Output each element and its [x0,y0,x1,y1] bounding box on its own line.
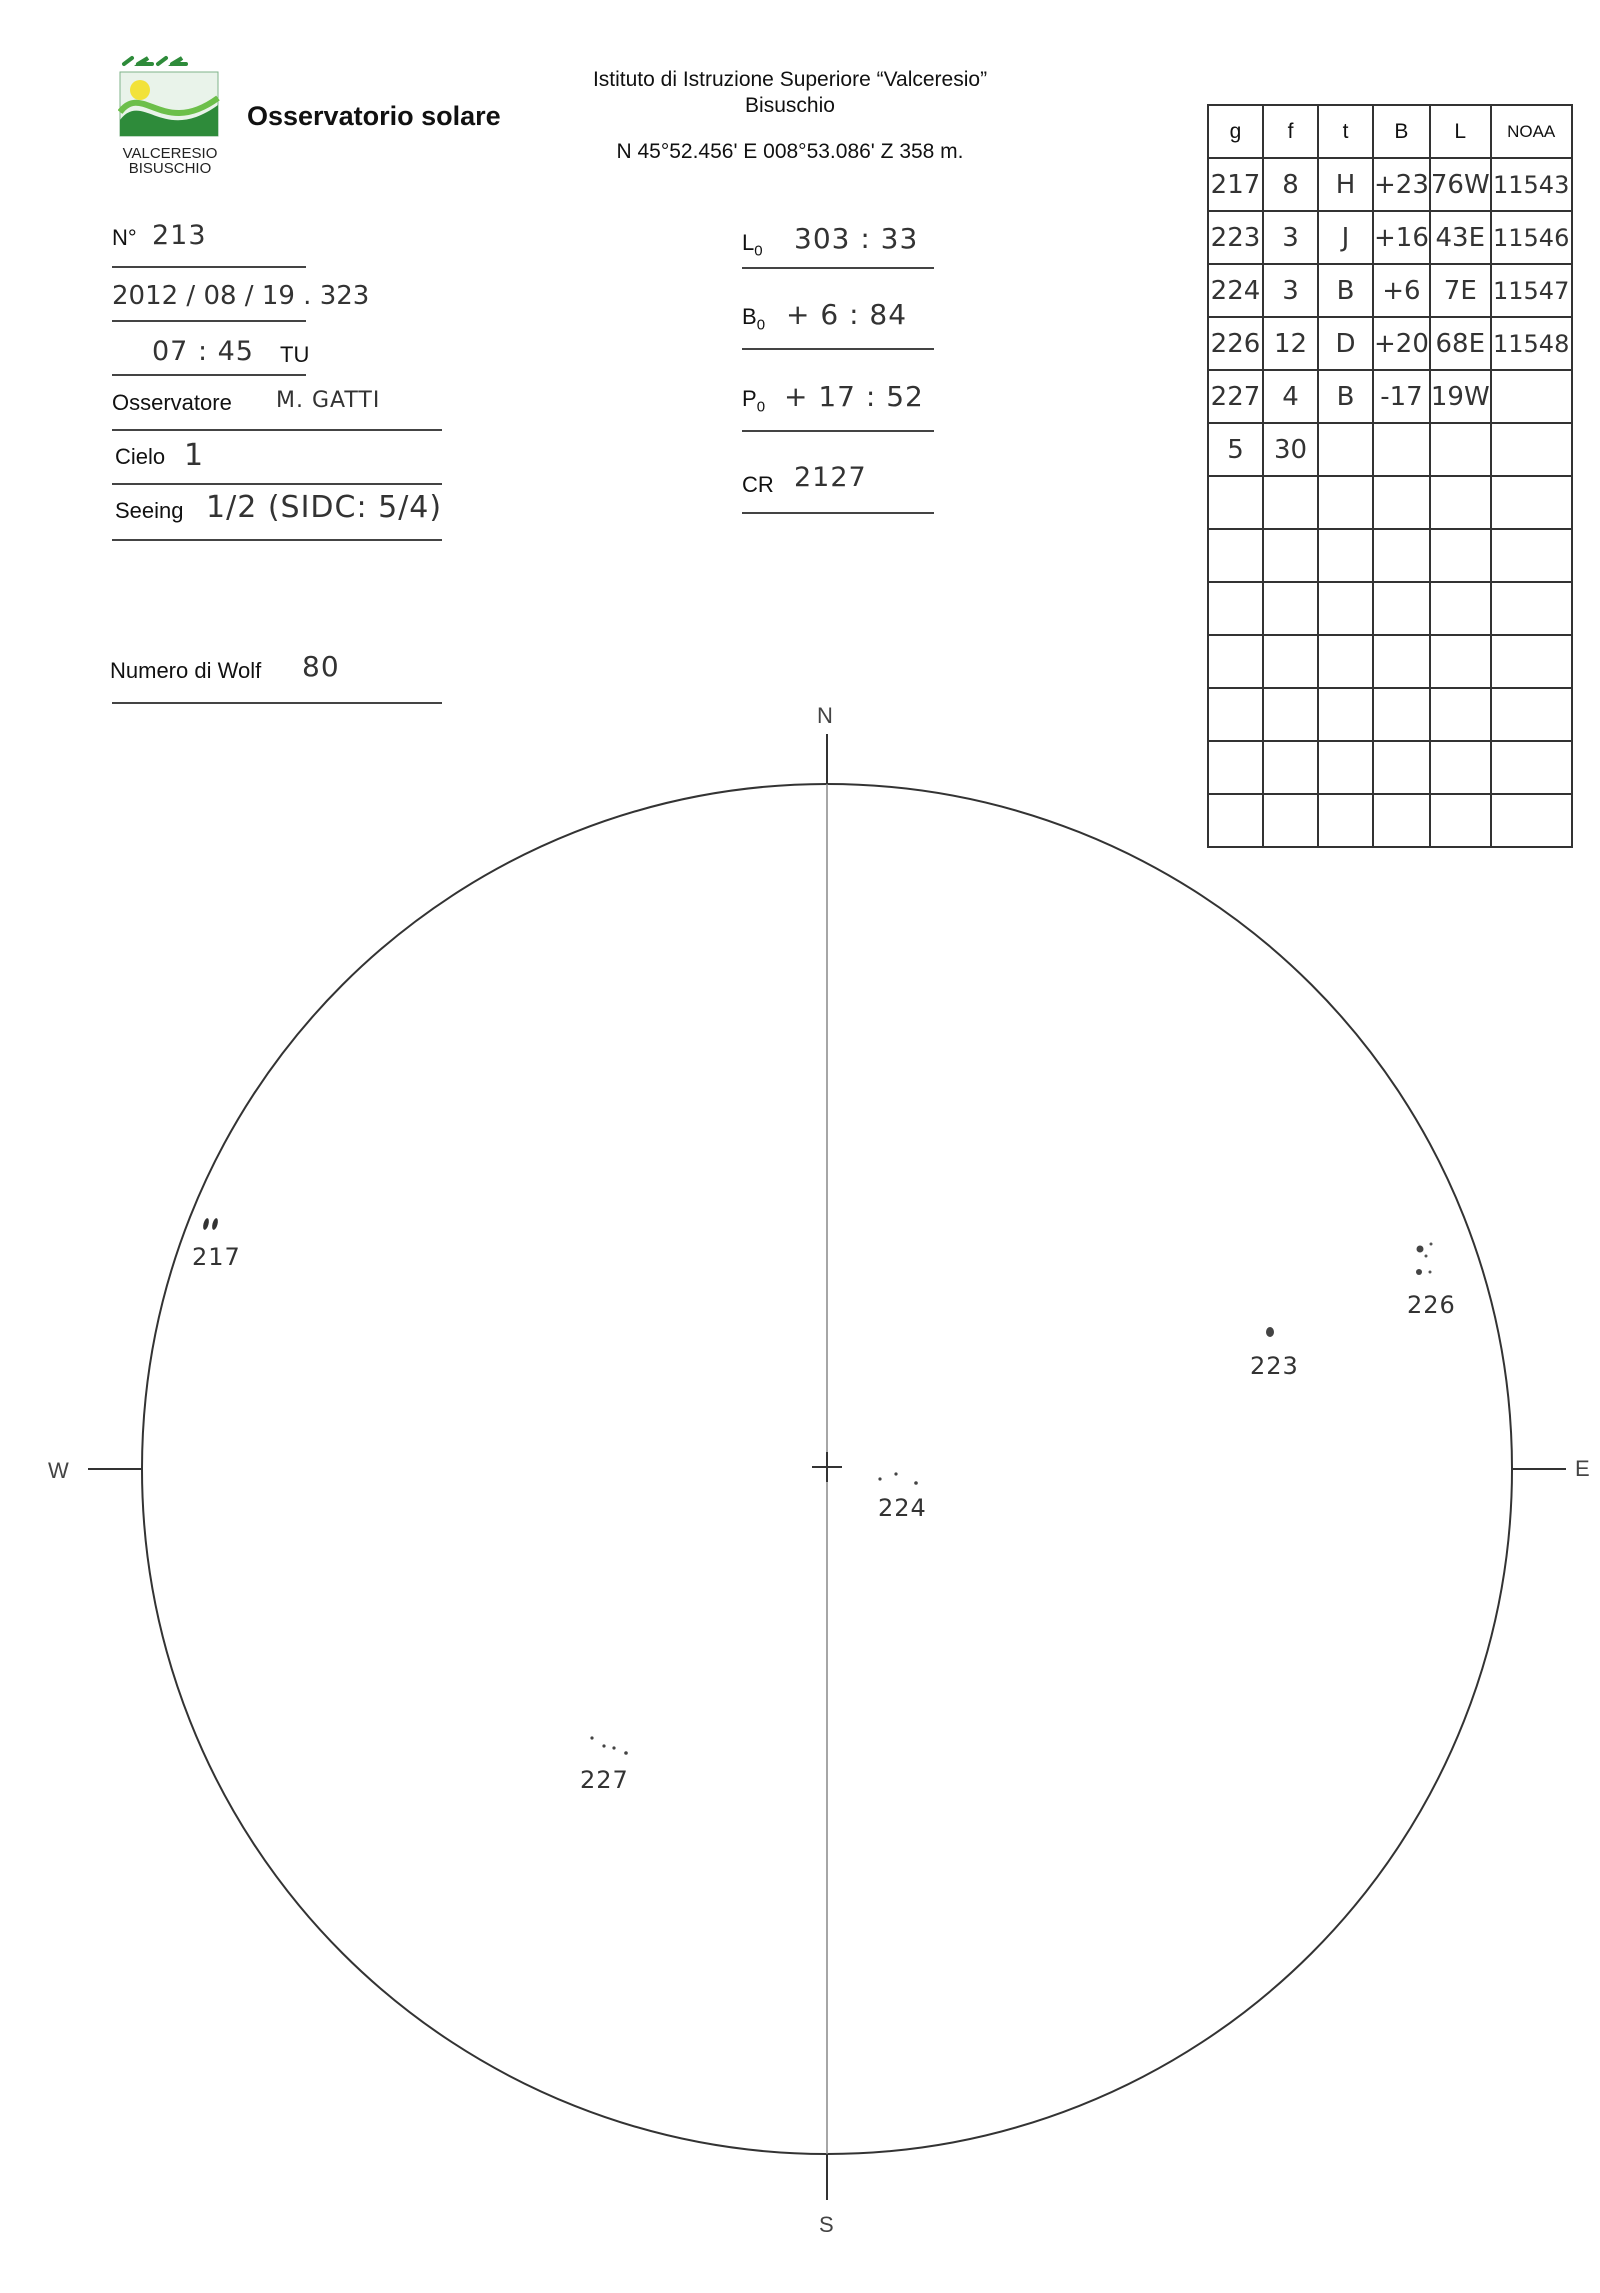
table-cell: 11543 [1491,158,1572,211]
table-cell: 4 [1263,370,1318,423]
header-t: t [1318,105,1373,158]
sky-label: Cielo [115,444,166,469]
sunspot-group-223 [1266,1327,1274,1337]
header-l: L [1430,105,1491,158]
north-label: N [817,703,833,728]
table-cell: +6 [1373,264,1430,317]
time-unit: TU [280,342,310,367]
header-noaa: NOAA [1491,105,1572,158]
table-cell: -17 [1373,370,1430,423]
table-cell: 8 [1263,158,1318,211]
table-cell: 227 [1208,370,1263,423]
table-cell: 11548 [1491,317,1572,370]
group-label-224: 224 [878,1494,927,1522]
seeing-value: 1/2 (SIDC: 5/4) [206,490,443,525]
table-cell: 224 [1208,264,1263,317]
seeing-label: Seeing [115,498,184,523]
wolf-value: 80 [302,650,340,683]
table-cell: B [1318,264,1373,317]
header-f: f [1263,105,1318,158]
table-cell: 68E [1430,317,1491,370]
date-value: 2012 / 08 / 19 . 323 [112,281,370,311]
institute-name: Istituto di Istruzione Superiore “Valceresio” [592,68,988,91]
east-label: E [1575,1456,1590,1481]
l0-value: 303 : 33 [794,222,919,255]
table-cell: 217 [1208,158,1263,211]
south-label: S [819,2212,834,2237]
page-title: Osservatorio solare [247,101,501,131]
table-cell: 12 [1263,317,1318,370]
table-cell: 76W [1430,158,1491,211]
header-g: g [1208,105,1263,158]
table-cell: +20 [1373,317,1430,370]
number-label: N° [112,225,137,250]
wolf-label: Numero di Wolf [110,658,262,683]
table-cell: D [1318,317,1373,370]
table-cell: 223 [1208,211,1263,264]
time-value: 07 : 45 [152,336,254,367]
sunspot-group-226 [1416,1243,1433,1276]
observer-label: Osservatore [112,390,232,415]
group-label-227: 227 [580,1766,629,1794]
cr-label: CR [742,472,774,497]
table-cell: B [1318,370,1373,423]
b0-value: + 6 : 84 [786,298,908,331]
table-cell: 226 [1208,317,1263,370]
group-label-226: 226 [1407,1291,1456,1319]
number-value: 213 [152,220,207,251]
table-cell: 3 [1263,211,1318,264]
observer-value: M. GATTI [276,388,381,413]
header-b: B [1373,105,1430,158]
table-cell: 11546 [1491,211,1572,264]
table-cell: 7E [1430,264,1491,317]
table-cell: +23 [1373,158,1430,211]
sky-value: 1 [184,438,205,473]
institute-town: Bisuschio [745,94,835,117]
cr-value: 2127 [794,462,867,493]
sunspot-group-224 [878,1472,917,1484]
b0-label: $B_0$ [742,304,766,334]
table-cell: 3 [1263,264,1318,317]
p0-label: $P_0$ [742,386,766,416]
p0-value: + 17 : 52 [784,380,924,413]
sunspot-group-227 [590,1736,627,1754]
l0-label: $L_0$ [742,230,763,260]
table-cell: 43E [1430,211,1491,264]
logo-city-name: VALCERESIO BISUSCHIO [122,145,218,177]
table-cell: +16 [1373,211,1430,264]
table-cell: 30 [1263,423,1318,476]
institute-coords: N 45°52.456' E 008°53.086' Z 358 m. [616,140,964,163]
group-label-223: 223 [1250,1352,1299,1380]
table-cell: 11547 [1491,264,1572,317]
table-cell: H [1318,158,1373,211]
table-cell: 19W [1430,370,1491,423]
west-label: W [48,1458,69,1483]
group-label-217: 217 [192,1243,241,1271]
table-cell: J [1318,211,1373,264]
sunspot-group-217 [202,1218,219,1231]
table-cell: 5 [1208,423,1263,476]
